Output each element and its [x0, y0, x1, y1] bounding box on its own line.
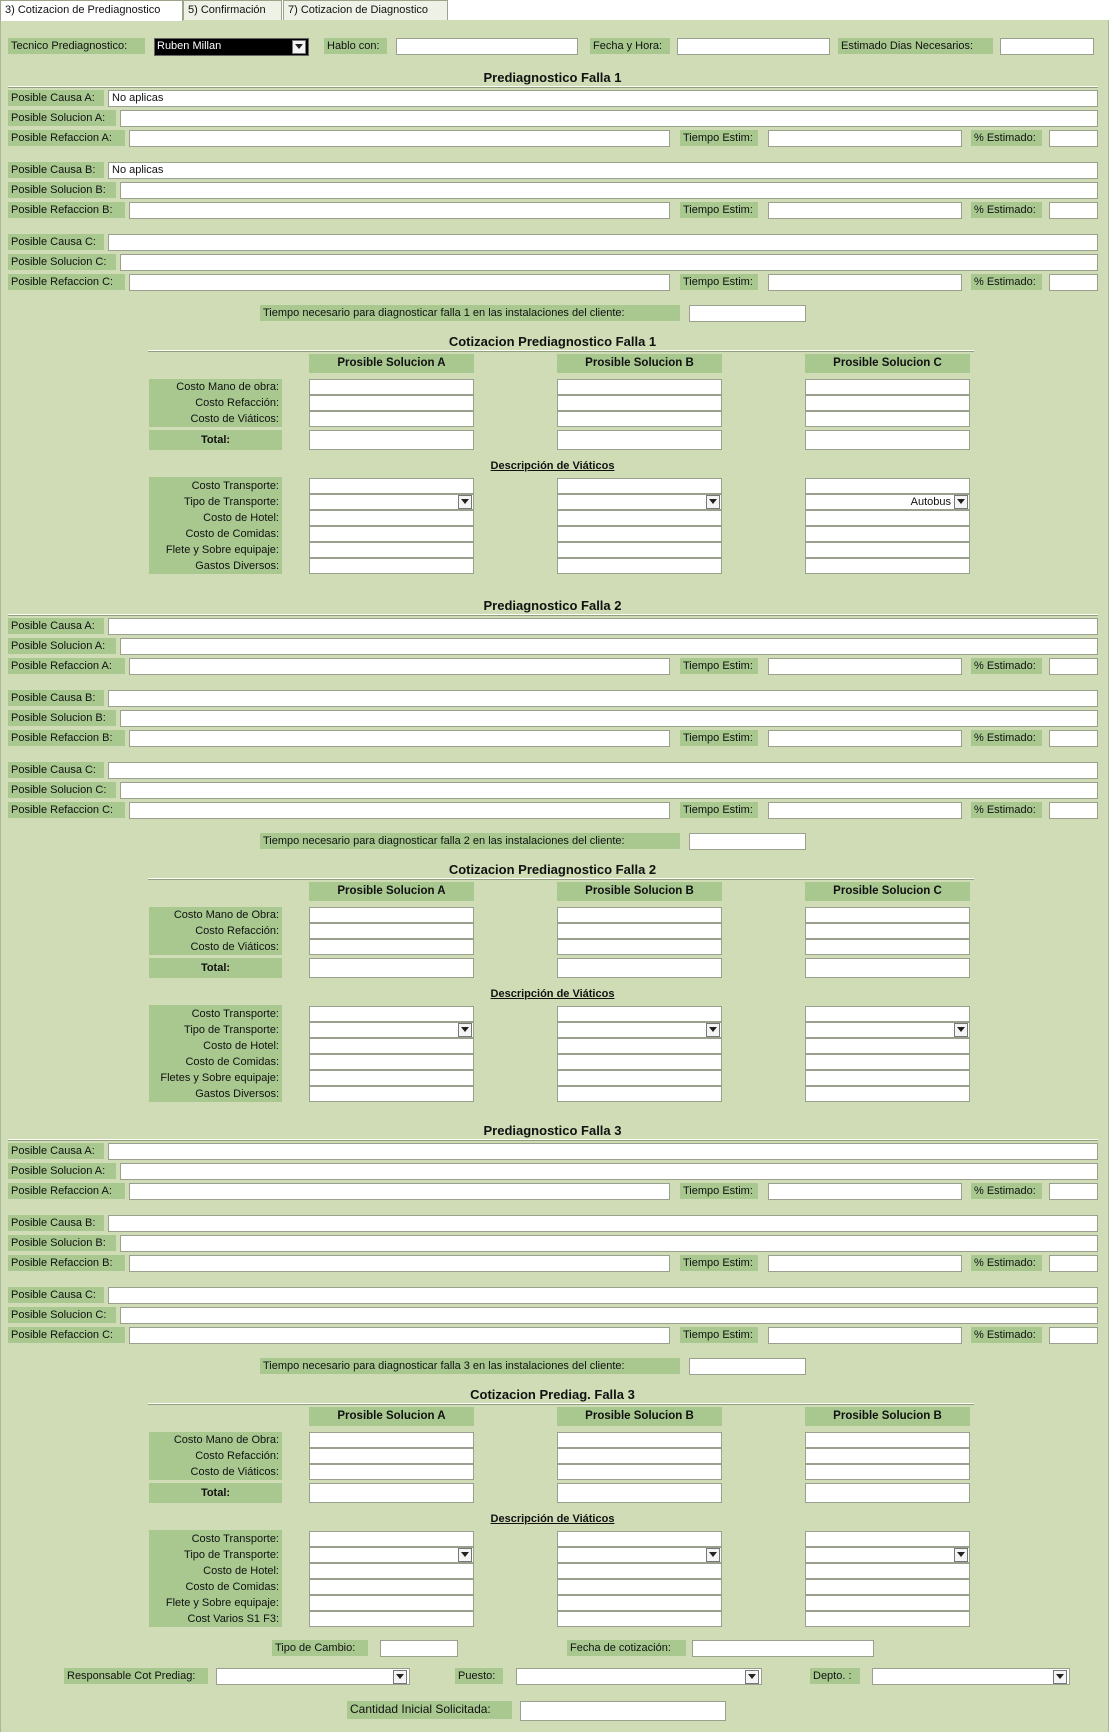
viatico-input[interactable] [805, 1054, 970, 1070]
solucion-c-input[interactable] [120, 1307, 1098, 1324]
solucion-a-label: Posible Solucion A: [8, 1163, 116, 1179]
viatico-input[interactable] [557, 1086, 722, 1102]
viatico-label-4: Costo de Comidas: [185, 1056, 279, 1068]
pct-estimado-b-input[interactable] [1049, 202, 1098, 219]
total-input[interactable] [309, 1483, 474, 1503]
cost-input[interactable] [805, 1432, 970, 1448]
solucion-a-input[interactable] [120, 638, 1098, 655]
tiempo-estim-a-label: Tiempo Estim: [680, 130, 758, 146]
total-input[interactable] [557, 1483, 722, 1503]
causa-a-label: Posible Causa A: [8, 618, 104, 634]
cost-input[interactable] [557, 923, 722, 939]
pct-estimado-a-label: % Estimado: [971, 1183, 1042, 1199]
viatico-input[interactable] [309, 1611, 474, 1627]
cost-input[interactable] [309, 395, 474, 411]
cost-label-3: Costo de Viáticos: [190, 413, 279, 425]
cost-input[interactable] [805, 379, 970, 395]
tipo-transporte-dropdown-button[interactable] [706, 495, 720, 509]
viatico-label-3: Costo de Hotel: [203, 512, 279, 524]
causa-a-input[interactable] [108, 618, 1098, 635]
tiempo-estim-b-input[interactable] [768, 730, 962, 747]
viatico-input[interactable] [557, 1611, 722, 1627]
viatico-input[interactable] [557, 1038, 722, 1054]
tiempo-cliente-label: Tiempo necesario para diagnosticar falla 3 en las instalaciones del cliente: [260, 1358, 680, 1374]
cost-input[interactable] [557, 907, 722, 923]
viatico-label-6: Gastos Diversos: [195, 560, 279, 572]
refaccion-b-input[interactable] [129, 1255, 670, 1272]
falla-1-title: Prediagnostico Falla 1 [483, 70, 622, 85]
cost-input[interactable] [557, 1464, 722, 1480]
cost-label-2: Costo Refacción: [195, 1450, 279, 1462]
viatico-label-1: Costo Transporte: [191, 480, 279, 492]
cost-input[interactable] [309, 379, 474, 395]
viatico-input[interactable] [805, 526, 970, 542]
viatico-label-4: Costo de Comidas: [185, 528, 279, 540]
tiempo-estim-b-label: Tiempo Estim: [680, 1255, 758, 1271]
responsable-select[interactable] [216, 1668, 410, 1685]
cost-input[interactable] [309, 939, 474, 955]
cantidad-inicial-label: Cantidad Inicial Solicitada: [347, 1701, 512, 1719]
tiempo-estim-b-label: Tiempo Estim: [680, 202, 758, 218]
tiempo-estim-c-label: Tiempo Estim: [680, 802, 758, 818]
cost-label-1: Costo Mano de Obra: [173, 1434, 279, 1446]
col-head-solucion-3: Prosible Solucion B [805, 1407, 970, 1426]
tipo-transporte-select[interactable] [805, 1022, 970, 1038]
hablo-label: Hablo con: [324, 38, 387, 54]
total-label: Total: [149, 958, 282, 978]
tipo-transporte-dropdown-button[interactable] [458, 1023, 472, 1037]
viatico-input[interactable] [309, 1086, 474, 1102]
chevron-down-icon [957, 499, 965, 504]
viatico-label-2: Tipo de Transporte: [184, 496, 279, 508]
causa-a-input[interactable] [108, 1143, 1098, 1160]
cost-input[interactable] [309, 411, 474, 427]
cost-input[interactable] [309, 1464, 474, 1480]
divider [148, 1403, 974, 1405]
tiempo-estim-b-label: Tiempo Estim: [680, 730, 758, 746]
tiempo-estim-b-input[interactable] [768, 1255, 962, 1272]
divider [148, 350, 974, 352]
refaccion-a-label: Posible Refaccion A: [8, 130, 125, 146]
solucion-b-label: Posible Solucion B: [8, 710, 116, 726]
viatico-input[interactable] [805, 1531, 970, 1547]
tipo-transporte-dropdown-button[interactable] [706, 1548, 720, 1562]
solucion-c-label: Posible Solucion C: [8, 782, 116, 798]
refaccion-a-label: Posible Refaccion A: [8, 1183, 125, 1199]
solucion-b-label: Posible Solucion B: [8, 182, 116, 198]
hablo-input[interactable] [396, 38, 578, 55]
viaticos-title: Descripción de Viáticos [490, 460, 615, 472]
solucion-b-input[interactable] [120, 1235, 1098, 1252]
tab-3[interactable]: 7) Cotizacion de Diagnostico [283, 0, 448, 20]
pct-estimado-a-input[interactable] [1049, 1183, 1098, 1200]
chevron-down-icon [461, 1552, 469, 1557]
chevron-down-icon [748, 1674, 756, 1679]
viatico-input[interactable] [309, 1595, 474, 1611]
refaccion-c-label: Posible Refaccion C: [8, 1327, 125, 1343]
tipo-transporte-select[interactable] [309, 1022, 474, 1038]
total-input[interactable] [309, 958, 474, 978]
tiempo-estim-c-input[interactable] [768, 1327, 962, 1344]
viatico-input[interactable] [805, 542, 970, 558]
tiempo-cliente-input[interactable] [689, 1358, 806, 1375]
total-label: Total: [149, 1483, 282, 1503]
tipo-cambio-input[interactable] [380, 1640, 458, 1657]
solucion-c-label: Posible Solucion C: [8, 1307, 116, 1323]
chevron-down-icon [709, 499, 717, 504]
responsable-label: Responsable Cot Prediag: [64, 1668, 208, 1684]
col-head-solucion-2: Prosible Solucion B [557, 1407, 722, 1426]
refaccion-a-input[interactable] [129, 658, 670, 675]
pct-estimado-c-input[interactable] [1049, 802, 1098, 819]
cotizacion-title: Cotizacion Prediag. Falla 3 [470, 1387, 635, 1402]
causa-c-input[interactable] [108, 762, 1098, 779]
fecha-input[interactable] [677, 38, 830, 55]
causa-a-label: Posible Causa A: [8, 90, 104, 106]
depto-dropdown-button[interactable] [1053, 1670, 1067, 1684]
cost-input[interactable] [805, 395, 970, 411]
cost-input[interactable] [557, 939, 722, 955]
cost-input[interactable] [805, 411, 970, 427]
viatico-input[interactable] [805, 1086, 970, 1102]
causa-c-label: Posible Causa C: [8, 1287, 104, 1303]
fecha-label: Fecha y Hora: [590, 38, 670, 54]
viatico-input[interactable] [557, 1070, 722, 1086]
pct-estimado-a-label: % Estimado: [971, 130, 1042, 146]
causa-a-input[interactable]: No aplicas [108, 90, 1098, 107]
tiempo-estim-a-input[interactable] [768, 130, 962, 147]
refaccion-b-label: Posible Refaccion B: [8, 1255, 125, 1271]
tiempo-estim-c-label: Tiempo Estim: [680, 1327, 758, 1343]
estimado-input[interactable] [1000, 38, 1094, 55]
pct-estimado-b-label: % Estimado: [971, 730, 1042, 746]
tiempo-estim-b-input[interactable] [768, 202, 962, 219]
viatico-label-3: Costo de Hotel: [203, 1565, 279, 1577]
solucion-a-label: Posible Solucion A: [8, 110, 116, 126]
puesto-dropdown-button[interactable] [745, 1670, 759, 1684]
viatico-label-2: Tipo de Transporte: [184, 1549, 279, 1561]
falla-2-title: Prediagnostico Falla 2 [483, 598, 622, 613]
causa-b-label: Posible Causa B: [8, 1215, 104, 1231]
viatico-label-5: Flete y Sobre equipaje: [165, 544, 279, 556]
viatico-input[interactable] [557, 1006, 722, 1022]
total-input[interactable] [309, 430, 474, 450]
cost-input[interactable] [309, 1432, 474, 1448]
cost-label-3: Costo de Viáticos: [190, 941, 279, 953]
cost-label-3: Costo de Viáticos: [190, 1466, 279, 1478]
viatico-input[interactable] [309, 1070, 474, 1086]
pct-estimado-c-input[interactable] [1049, 274, 1098, 291]
refaccion-c-input[interactable] [129, 802, 670, 819]
causa-b-label: Posible Causa B: [8, 162, 104, 178]
viatico-label-6: Gastos Diversos: [195, 1088, 279, 1100]
solucion-a-input[interactable] [120, 110, 1098, 127]
refaccion-a-input[interactable] [129, 1183, 670, 1200]
viatico-input[interactable] [309, 558, 474, 574]
refaccion-b-label: Posible Refaccion B: [8, 730, 125, 746]
chevron-down-icon [295, 44, 303, 49]
cost-label-1: Costo Mano de obra: [176, 381, 279, 393]
causa-a-label: Posible Causa A: [8, 1143, 104, 1159]
cotizacion-title: Cotizacion Prediagnostico Falla 1 [448, 334, 657, 349]
tipo-cambio-label: Tipo de Cambio: [272, 1640, 368, 1656]
viatico-input[interactable] [557, 1531, 722, 1547]
causa-b-label: Posible Causa B: [8, 690, 104, 706]
cost-input[interactable] [805, 939, 970, 955]
refaccion-c-input[interactable] [129, 1327, 670, 1344]
divider [148, 878, 974, 880]
viatico-input[interactable] [309, 1579, 474, 1595]
tecnico-dropdown-button[interactable] [292, 40, 306, 54]
causa-c-label: Posible Causa C: [8, 234, 104, 250]
cost-input[interactable] [805, 1448, 970, 1464]
total-input[interactable] [805, 958, 970, 978]
col-head-solucion-1: Prosible Solucion A [309, 882, 474, 901]
viatico-input[interactable] [805, 558, 970, 574]
causa-c-input[interactable] [108, 1287, 1098, 1304]
tipo-transporte-dropdown-button[interactable] [954, 1023, 968, 1037]
total-input[interactable] [557, 958, 722, 978]
viatico-label-1: Costo Transporte: [191, 1533, 279, 1545]
viatico-label-4: Costo de Comidas: [185, 1581, 279, 1593]
tiempo-estim-c-input[interactable] [768, 802, 962, 819]
viatico-input[interactable] [805, 1070, 970, 1086]
tipo-transporte-dropdown-button[interactable] [954, 495, 968, 509]
falla-3-title: Prediagnostico Falla 3 [483, 1123, 622, 1138]
tipo-transporte-select[interactable]: Autobus [805, 494, 970, 510]
viatico-label-2: Tipo de Transporte: [184, 1024, 279, 1036]
viatico-input[interactable] [309, 1038, 474, 1054]
pct-estimado-a-label: % Estimado: [971, 658, 1042, 674]
cost-input[interactable] [557, 395, 722, 411]
solucion-c-input[interactable] [120, 782, 1098, 799]
viatico-input[interactable] [557, 1054, 722, 1070]
viatico-input[interactable] [557, 478, 722, 494]
chevron-down-icon [709, 1027, 717, 1032]
viatico-input[interactable] [557, 1595, 722, 1611]
tiempo-estim-c-input[interactable] [768, 274, 962, 291]
depto-select[interactable] [872, 1668, 1070, 1685]
solucion-b-input[interactable] [120, 710, 1098, 727]
viaticos-title: Descripción de Viáticos [490, 1513, 615, 1525]
chevron-down-icon [957, 1027, 965, 1032]
tab-2[interactable]: 5) Confirmación [183, 0, 282, 20]
tipo-transporte-select[interactable] [557, 494, 722, 510]
estimado-label: Estimado Dias Necesarios: [838, 38, 993, 54]
tecnico-label: Tecnico Prediagnostico: [8, 38, 145, 54]
cost-input[interactable] [309, 1448, 474, 1464]
viatico-label-3: Costo de Hotel: [203, 1040, 279, 1052]
viatico-input[interactable] [309, 1531, 474, 1547]
causa-c-label: Posible Causa C: [8, 762, 104, 778]
refaccion-b-label: Posible Refaccion B: [8, 202, 125, 218]
col-head-solucion-3: Prosible Solucion C [805, 882, 970, 901]
causa-b-input[interactable] [108, 690, 1098, 707]
viatico-input[interactable] [557, 1563, 722, 1579]
tipo-transporte-select[interactable] [309, 1547, 474, 1563]
pct-estimado-c-label: % Estimado: [971, 274, 1042, 290]
pct-estimado-c-label: % Estimado: [971, 802, 1042, 818]
responsable-dropdown-button[interactable] [393, 1670, 407, 1684]
pct-estimado-b-input[interactable] [1049, 730, 1098, 747]
fecha-cotizacion-input[interactable] [692, 1640, 874, 1657]
cost-label-2: Costo Refacción: [195, 925, 279, 937]
refaccion-c-label: Posible Refaccion C: [8, 802, 125, 818]
cost-input[interactable] [309, 907, 474, 923]
puesto-select[interactable] [516, 1668, 762, 1685]
chevron-down-icon [957, 1552, 965, 1557]
solucion-c-label: Posible Solucion C: [8, 254, 116, 270]
tiempo-estim-c-label: Tiempo Estim: [680, 274, 758, 290]
divider [8, 1139, 1098, 1141]
viatico-input[interactable] [805, 510, 970, 526]
chevron-down-icon [461, 1027, 469, 1032]
solucion-b-label: Posible Solucion B: [8, 1235, 116, 1251]
puesto-label: Puesto: [455, 1668, 503, 1684]
tipo-transporte-select[interactable] [557, 1022, 722, 1038]
solucion-b-input[interactable] [120, 182, 1098, 199]
cost-input[interactable] [557, 1448, 722, 1464]
pct-estimado-b-label: % Estimado: [971, 1255, 1042, 1271]
refaccion-a-input[interactable] [129, 130, 670, 147]
tipo-transporte-select[interactable] [805, 1547, 970, 1563]
viatico-input[interactable] [557, 510, 722, 526]
tiempo-estim-a-label: Tiempo Estim: [680, 658, 758, 674]
divider [8, 86, 1098, 88]
viatico-input[interactable] [557, 558, 722, 574]
total-label: Total: [149, 430, 282, 450]
viatico-label-1: Costo Transporte: [191, 1008, 279, 1020]
solucion-c-input[interactable] [120, 254, 1098, 271]
chevron-down-icon [1056, 1674, 1064, 1679]
col-head-solucion-3: Prosible Solucion C [805, 354, 970, 373]
viatico-input[interactable] [557, 526, 722, 542]
tiempo-cliente-input[interactable] [689, 305, 806, 322]
refaccion-c-label: Posible Refaccion C: [8, 274, 125, 290]
cotizacion-title: Cotizacion Prediagnostico Falla 2 [448, 862, 657, 877]
viatico-input[interactable] [805, 1006, 970, 1022]
viatico-label-6: Cost Varios S1 F3: [187, 1613, 279, 1625]
tipo-transporte-select[interactable] [309, 494, 474, 510]
tipo-transporte-dropdown-button[interactable] [458, 495, 472, 509]
viatico-input[interactable] [309, 510, 474, 526]
cost-label-2: Costo Refacción: [195, 397, 279, 409]
tecnico-select[interactable]: Ruben Millan [154, 38, 309, 56]
cost-input[interactable] [309, 923, 474, 939]
tiempo-cliente-label: Tiempo necesario para diagnosticar falla 2 en las instalaciones del cliente: [260, 833, 680, 849]
tiempo-estim-a-input[interactable] [768, 658, 962, 675]
cost-input[interactable] [805, 1464, 970, 1480]
viatico-input[interactable] [309, 1006, 474, 1022]
viatico-input[interactable] [557, 542, 722, 558]
causa-b-input[interactable]: No aplicas [108, 162, 1098, 179]
refaccion-c-input[interactable] [129, 274, 670, 291]
pct-estimado-c-label: % Estimado: [971, 1327, 1042, 1343]
divider [8, 614, 1098, 616]
viatico-input[interactable] [805, 1595, 970, 1611]
pct-estimado-a-input[interactable] [1049, 130, 1098, 147]
pct-estimado-b-input[interactable] [1049, 1255, 1098, 1272]
tipo-transporte-dropdown-button[interactable] [458, 1548, 472, 1562]
causa-c-input[interactable] [108, 234, 1098, 251]
cost-input[interactable] [805, 923, 970, 939]
tipo-transporte-dropdown-button[interactable] [954, 1548, 968, 1562]
chevron-down-icon [396, 1674, 404, 1679]
tiempo-cliente-label: Tiempo necesario para diagnosticar falla 1 en las instalaciones del cliente: [260, 305, 680, 321]
tab-1[interactable]: 3) Cotizacion de Prediagnostico [0, 0, 183, 21]
viatico-input[interactable] [309, 478, 474, 494]
cost-input[interactable] [557, 379, 722, 395]
total-input[interactable] [557, 430, 722, 450]
col-head-solucion-2: Prosible Solucion B [557, 882, 722, 901]
tiempo-estim-a-label: Tiempo Estim: [680, 1183, 758, 1199]
tipo-transporte-select[interactable] [557, 1547, 722, 1563]
viatico-input[interactable] [805, 1038, 970, 1054]
refaccion-b-input[interactable] [129, 730, 670, 747]
pct-estimado-b-label: % Estimado: [971, 202, 1042, 218]
cost-input[interactable] [805, 907, 970, 923]
pct-estimado-a-input[interactable] [1049, 658, 1098, 675]
chevron-down-icon [461, 499, 469, 504]
cantidad-inicial-input[interactable] [520, 1701, 726, 1721]
refaccion-a-label: Posible Refaccion A: [8, 658, 125, 674]
tiempo-cliente-input[interactable] [689, 833, 806, 850]
viatico-input[interactable] [557, 1579, 722, 1595]
col-head-solucion-2: Prosible Solucion B [557, 354, 722, 373]
viatico-input[interactable] [805, 1579, 970, 1595]
cost-label-1: Costo Mano de Obra: [173, 909, 279, 921]
viatico-input[interactable] [805, 478, 970, 494]
tiempo-estim-a-input[interactable] [768, 1183, 962, 1200]
solucion-a-input[interactable] [120, 1163, 1098, 1180]
viatico-input[interactable] [805, 1563, 970, 1579]
viatico-input[interactable] [309, 542, 474, 558]
cost-input[interactable] [557, 1432, 722, 1448]
col-head-solucion-1: Prosible Solucion A [309, 1407, 474, 1426]
tipo-transporte-dropdown-button[interactable] [706, 1023, 720, 1037]
viatico-input[interactable] [309, 1563, 474, 1579]
total-input[interactable] [805, 1483, 970, 1503]
viaticos-title: Descripción de Viáticos [490, 988, 615, 1000]
chevron-down-icon [709, 1552, 717, 1557]
viatico-input[interactable] [805, 1611, 970, 1627]
solucion-a-label: Posible Solucion A: [8, 638, 116, 654]
viatico-label-5: Fletes y Sobre equipaje: [160, 1072, 279, 1084]
viatico-input[interactable] [309, 526, 474, 542]
refaccion-b-input[interactable] [129, 202, 670, 219]
depto-label: Depto. : [810, 1668, 860, 1684]
fecha-cotizacion-label: Fecha de cotización: [567, 1640, 686, 1656]
total-input[interactable] [805, 430, 970, 450]
pct-estimado-c-input[interactable] [1049, 1327, 1098, 1344]
col-head-solucion-1: Prosible Solucion A [309, 354, 474, 373]
causa-b-input[interactable] [108, 1215, 1098, 1232]
cost-input[interactable] [557, 411, 722, 427]
viatico-label-5: Flete y Sobre equipaje: [165, 1597, 279, 1609]
viatico-input[interactable] [309, 1054, 474, 1070]
